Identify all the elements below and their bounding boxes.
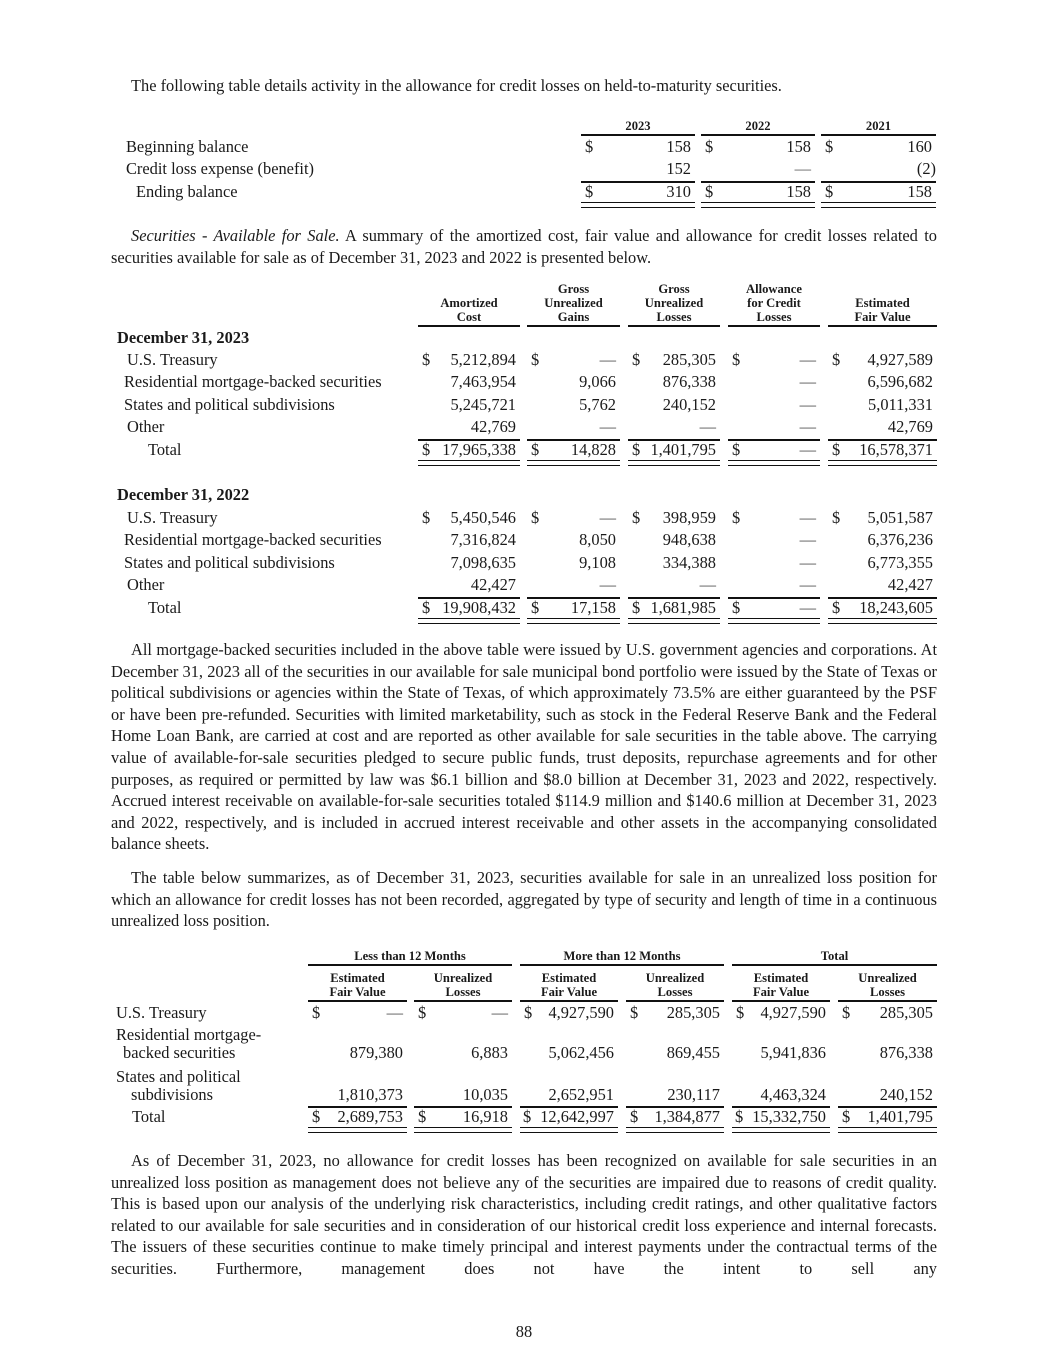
cell-value: 240,152 <box>879 1085 933 1104</box>
cell-value: — <box>599 575 616 594</box>
col-header-gross-unrealized-gains: Gross Unrealized Gains <box>544 282 603 324</box>
cell-value: 5,062,456 <box>548 1043 614 1062</box>
cell-value: 42,427 <box>470 575 516 594</box>
currency-symbol: $ <box>832 508 841 527</box>
currency-symbol: $ <box>523 1107 532 1126</box>
table-row-total <box>0 597 1048 619</box>
afs-intro-paragraph <box>111 225 937 268</box>
currency-symbol: $ <box>632 598 641 617</box>
cell-value: 1,401,795 <box>867 1107 933 1126</box>
row-label: Other <box>127 575 165 594</box>
cell-value: 6,773,355 <box>867 553 933 572</box>
group-header-total: Total <box>820 949 849 963</box>
col-header-2022: 2022 <box>745 119 771 133</box>
cell-value: 158 <box>786 137 811 156</box>
col-header-lt12-fair-value: Estimated Fair Value <box>329 971 386 999</box>
table-row <box>0 136 1048 158</box>
cell-value: 1,401,795 <box>650 440 716 459</box>
row-label-line1: States and political <box>116 1067 241 1086</box>
cell-value: (2) <box>916 159 936 178</box>
cell-value: 285,305 <box>879 1003 933 1022</box>
cell-value: — <box>799 372 816 391</box>
currency-symbol: $ <box>632 440 641 459</box>
row-label: Credit loss expense (benefit) <box>126 159 314 178</box>
currency-symbol: $ <box>825 182 834 201</box>
section-title-2023: December 31, 2023 <box>117 328 250 347</box>
currency-symbol: $ <box>732 598 741 617</box>
currency-symbol: $ <box>732 350 741 369</box>
row-label: Total <box>148 598 182 617</box>
currency-symbol: $ <box>842 1003 851 1022</box>
cell-value: 285,305 <box>666 1003 720 1022</box>
row-label: Residential mortgage-backed securities <box>124 372 382 391</box>
currency-symbol: $ <box>832 598 841 617</box>
row-label: States and political subdivisions <box>124 395 335 414</box>
cell-value: 16,578,371 <box>859 440 933 459</box>
currency-symbol: $ <box>825 137 834 156</box>
cell-value: 152 <box>666 159 691 178</box>
col-header-total-unrealized-losses: Unrealized Losses <box>858 971 917 999</box>
cell-value: 285,305 <box>662 350 716 369</box>
table-row <box>0 394 1048 416</box>
currency-symbol: $ <box>531 598 540 617</box>
currency-symbol: $ <box>585 137 594 156</box>
col-header-2021: 2021 <box>865 119 892 133</box>
cell-value: — <box>799 553 816 572</box>
currency-symbol: $ <box>524 1003 533 1022</box>
table-row <box>0 1002 1048 1024</box>
table-row <box>0 507 1048 529</box>
table-row <box>0 1084 1048 1106</box>
cell-value: 240,152 <box>662 395 716 414</box>
cell-value: 158 <box>786 182 811 201</box>
cell-value: 7,316,824 <box>450 530 516 549</box>
currency-symbol: $ <box>422 440 431 459</box>
currency-symbol: $ <box>632 508 641 527</box>
col-header-gross-unrealized-losses: Gross Unrealized Losses <box>644 282 704 324</box>
col-header-estimated-fair-value: Estimated Fair Value <box>854 296 911 324</box>
cell-value: 5,941,836 <box>760 1043 826 1062</box>
cell-value: 5,450,546 <box>450 508 516 527</box>
table-row <box>0 574 1048 596</box>
row-label: Other <box>127 417 165 436</box>
cell-value: 5,051,587 <box>867 508 933 527</box>
table-row-total <box>0 181 1048 203</box>
cell-value: — <box>699 575 716 594</box>
currency-symbol: $ <box>418 1003 427 1022</box>
row-label: Total <box>132 1107 166 1126</box>
cell-value: 5,245,721 <box>450 395 516 414</box>
currency-symbol: $ <box>736 1003 745 1022</box>
row-label: U.S. Treasury <box>116 1003 207 1022</box>
cell-value: — <box>799 598 816 617</box>
cell-value: 869,455 <box>666 1043 720 1062</box>
cell-value: — <box>599 417 616 436</box>
cell-value: 16,918 <box>462 1107 508 1126</box>
cell-value: — <box>599 350 616 369</box>
cell-value: — <box>794 159 811 178</box>
currency-symbol: $ <box>732 508 741 527</box>
cell-value: 2,689,753 <box>337 1107 403 1126</box>
cell-value: 4,927,590 <box>548 1003 614 1022</box>
currency-symbol: $ <box>531 350 540 369</box>
group-header-more-than-12: More than 12 Months <box>563 949 681 963</box>
cell-value: 4,463,324 <box>760 1085 826 1104</box>
currency-symbol: $ <box>630 1003 639 1022</box>
cell-value: 6,596,682 <box>867 372 933 391</box>
table-row <box>0 158 1048 180</box>
cell-value: 6,883 <box>471 1043 508 1062</box>
cell-value: 17,965,338 <box>442 440 516 459</box>
cell-value: — <box>799 417 816 436</box>
currency-symbol: $ <box>418 1107 427 1126</box>
table-row <box>0 349 1048 371</box>
row-label: States and political subdivisions <box>124 553 335 572</box>
cell-value: 5,212,894 <box>450 350 516 369</box>
row-label-line2: subdivisions <box>131 1085 213 1104</box>
row-label: Ending balance <box>136 182 238 201</box>
cell-value: 18,243,605 <box>859 598 933 617</box>
cell-value: 876,338 <box>879 1043 933 1062</box>
cell-value: 5,011,331 <box>868 395 933 414</box>
cell-value: 12,642,997 <box>540 1107 614 1126</box>
cell-value: 9,066 <box>579 372 616 391</box>
section-title-2022: December 31, 2022 <box>117 485 250 504</box>
cell-value: — <box>799 530 816 549</box>
currency-symbol: $ <box>832 440 841 459</box>
table-row-total <box>0 1106 1048 1128</box>
cell-value: 7,463,954 <box>450 372 516 391</box>
cell-value: 948,638 <box>662 530 716 549</box>
cell-value: 5,762 <box>579 395 616 414</box>
table-row <box>0 552 1048 574</box>
cell-value: — <box>799 440 816 459</box>
cell-value: 158 <box>907 182 932 201</box>
row-label: Residential mortgage-backed securities <box>124 530 382 549</box>
table-row <box>0 529 1048 551</box>
cell-value: 1,384,877 <box>654 1107 720 1126</box>
cell-value: 158 <box>666 137 691 156</box>
cell-value: 8,050 <box>579 530 616 549</box>
cell-value: 42,427 <box>887 575 933 594</box>
afs-intro-text: A summary of the amortized cost, fair value and allowance for credit losses related to securities available for sale as of December 31, 2023 and 2022 is presented below. <box>111 226 937 267</box>
row-label-line1: Residential mortgage- <box>116 1025 262 1044</box>
currency-symbol: $ <box>705 137 714 156</box>
currency-symbol: $ <box>732 440 741 459</box>
cell-value: 879,380 <box>349 1043 403 1062</box>
col-header-lt12-unrealized-losses: Unrealized Losses <box>433 971 493 999</box>
currency-symbol: $ <box>630 1107 639 1126</box>
currency-symbol: $ <box>422 350 431 369</box>
row-label: U.S. Treasury <box>127 350 218 369</box>
cell-value: 6,376,236 <box>867 530 933 549</box>
cell-value: — <box>699 417 716 436</box>
row-label: Total <box>148 440 182 459</box>
cell-value: 876,338 <box>662 372 716 391</box>
group-header-less-than-12: Less than 12 Months <box>354 949 466 963</box>
loss-table-intro-paragraph: The table below summarizes, as of December 31, 2023, securities available for sale in an unrealized loss position for which an allowance for credit losses has not been recorded, aggregated by type of security and length of time in a continuous unrealized loss position. <box>111 868 937 931</box>
cell-value: 42,769 <box>887 417 933 436</box>
page-number: 88 <box>515 1322 533 1341</box>
cell-value: 10,035 <box>462 1085 508 1104</box>
cell-value: 334,388 <box>662 553 716 572</box>
currency-symbol: $ <box>735 1107 744 1126</box>
cell-value: 2,652,951 <box>548 1085 614 1104</box>
cell-value: 15,332,750 <box>752 1107 826 1126</box>
row-label-line2: backed securities <box>123 1043 236 1062</box>
col-header-2023: 2023 <box>625 119 651 133</box>
table-row <box>0 1042 1048 1064</box>
row-label: U.S. Treasury <box>127 508 218 527</box>
cell-value: — <box>799 575 816 594</box>
currency-symbol: $ <box>531 440 540 459</box>
cell-value: 14,828 <box>570 440 616 459</box>
cell-value: — <box>491 1003 508 1022</box>
col-header-amortized-cost: Amortized Cost <box>440 296 498 324</box>
cell-value: — <box>799 350 816 369</box>
currency-symbol: $ <box>422 508 431 527</box>
cell-value: 310 <box>666 182 691 201</box>
currency-symbol: $ <box>832 350 841 369</box>
col-header-total-fair-value: Estimated Fair Value <box>752 971 810 999</box>
cell-value: — <box>799 395 816 414</box>
currency-symbol: $ <box>842 1107 851 1126</box>
cell-value: 19,908,432 <box>442 598 516 617</box>
cell-value: — <box>386 1003 403 1022</box>
currency-symbol: $ <box>422 598 431 617</box>
cell-value: 17,158 <box>570 598 616 617</box>
currency-symbol: $ <box>632 350 641 369</box>
col-header-gt12-unrealized-losses: Unrealized Losses <box>645 971 705 999</box>
currency-symbol: $ <box>585 182 594 201</box>
afs-heading: Securities - Available for Sale. <box>131 226 340 245</box>
cell-value: 7,098,635 <box>450 553 516 572</box>
htm-intro-paragraph: The following table details activity in the allowance for credit losses on held-to-maturity securities. <box>131 76 782 95</box>
cell-value: 1,681,985 <box>650 598 716 617</box>
cell-value: 1,810,373 <box>337 1085 403 1104</box>
cell-value: 42,769 <box>470 417 516 436</box>
currency-symbol: $ <box>705 182 714 201</box>
cell-value: 398,959 <box>662 508 716 527</box>
row-label: Beginning balance <box>126 137 249 156</box>
table-row <box>0 416 1048 438</box>
cell-value: 160 <box>907 137 932 156</box>
mbs-paragraph: All mortgage-backed securities included in the above table were issued by U.S. government agencies and corporations. At December 31, 2023 all of the securities in our available for sale municipal bond portfolio were issued by the State of Texas or political subdivisions or agencies within the State of Texas, of which approximately 73.5% are either guaranteed by the PSF or have been pre-refunded. Securities with limited marketability, such as stock in the Federal Reserve Bank and the Federal Home Loan Bank, are carried at cost and are reported as other available for sale securities in the table above. The carrying value of available-for-sale securities pledged to secure public funds, trust deposits, repurchase agreements and for other purposes, as required or permitted by law was $6.1 billion and $8.0 billion at December 31, 2023 and 2022, respectively. Accrued interest receivable on available-for-sale securities totaled $114.9 million and $140.6 million at December 31, 2023 and 2022, respectively, and is included in accrued interest receivable and other assets in the accompanying consolidated balance sheets. <box>111 640 937 854</box>
col-header-gt12-fair-value: Estimated Fair Value <box>540 971 598 999</box>
cell-value: 4,927,589 <box>867 350 933 369</box>
cell-value: — <box>599 508 616 527</box>
cell-value: 9,108 <box>579 553 616 572</box>
allowance-paragraph: As of December 31, 2023, no allowance for credit losses has been recognized on available for sale securities in an unrealized loss position as management does not believe any of the securities are impaired due to reasons of credit quality. This is based upon our analysis of the underlying risk characteristics, including credit ratings, and other qualitative factors related to our available for sale securities and in consideration of our historical credit loss experience and internal forecasts. The issuers of these securities continue to make timely principal and interest payments under the contractual terms of the securities. Furthermore, management does not have the intent to sell any <box>111 1151 937 1278</box>
currency-symbol: $ <box>312 1003 321 1022</box>
cell-value: — <box>799 508 816 527</box>
table-row <box>0 371 1048 393</box>
col-header-allowance-credit-losses: Allowance for Credit Losses <box>746 282 802 324</box>
cell-value: 230,117 <box>667 1085 720 1104</box>
cell-value: 4,927,590 <box>760 1003 826 1022</box>
table-row-total <box>0 439 1048 461</box>
currency-symbol: $ <box>312 1107 321 1126</box>
currency-symbol: $ <box>531 508 540 527</box>
